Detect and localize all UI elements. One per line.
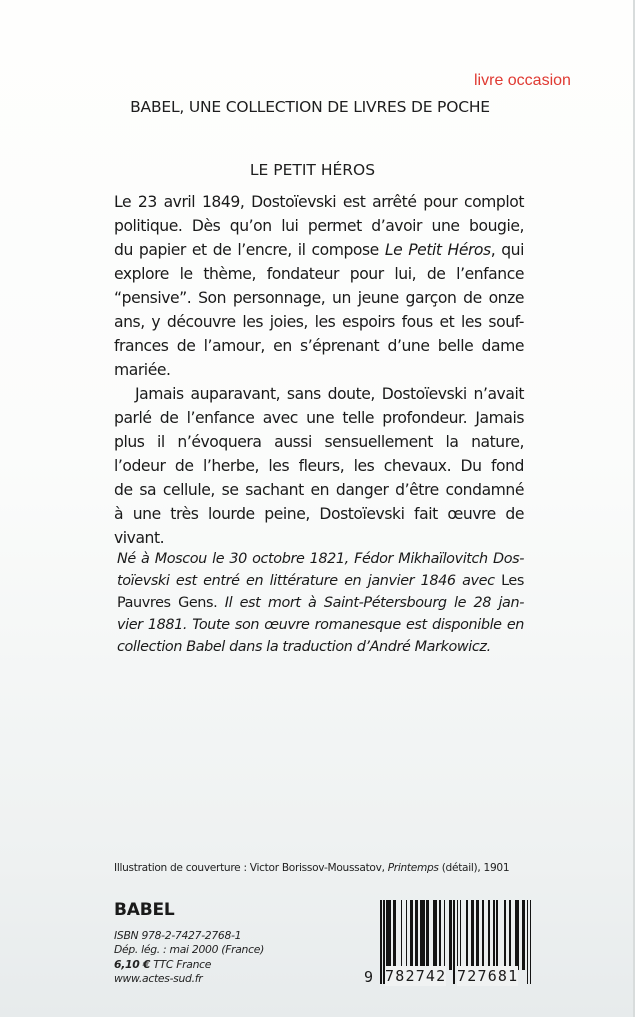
barcode-first-digit: 9 — [364, 968, 374, 986]
artwork-title: Printemps — [387, 862, 439, 874]
summary-line: frances de l’amour, en s’éprenant d’une belle dame — [114, 337, 524, 355]
summary-line: parlé de l’enfance avec une telle profondeur. Jamais — [114, 409, 524, 427]
summary-line: vivant. — [114, 529, 165, 547]
text-run: du papier et de l’encre, il compose — [114, 241, 385, 259]
summary-line: “pensive”. Son personnage, un jeune garçon de onze — [114, 289, 524, 307]
price-label: TTC France — [150, 957, 212, 971]
price-amount: 6,10 € — [114, 957, 151, 971]
summary-line: ans, y découvre les joies, les espoirs fous et les souf- — [114, 313, 524, 331]
summary-line: Le 23 avril 1849, Dostoïevski est arrêté pour complot — [114, 193, 524, 211]
bio-line — [117, 592, 524, 614]
collection-heading-text: BABEL, UNE COLLECTION DE LIVRES DE POCHE — [130, 98, 490, 116]
summary-line — [114, 238, 524, 262]
summary — [114, 190, 524, 550]
summary-line: à une très lourde peine, Dostoïevski fait œuvre de — [114, 505, 524, 523]
price — [114, 958, 264, 972]
book-title-italic: Le Petit Héros — [384, 241, 491, 259]
text-run: , qui — [490, 241, 524, 259]
summary-line: plus il n’évoquera aussi sensuellement la nature, — [114, 433, 524, 451]
barcode-bars — [380, 900, 531, 970]
author-bio — [117, 548, 524, 658]
collection-heading — [0, 98, 635, 116]
used-book-stamp: livre occasion — [474, 72, 571, 89]
summary-line: l’odeur de l’herbe, les fleurs, les chevaux. Du fond — [114, 457, 524, 475]
summary-line: de sa cellule, se sachant en danger d’être condamné — [114, 481, 524, 499]
imprint-info — [114, 929, 264, 986]
summary-line: politique. Dès qu’on lui permet d’avoir une bougie, — [114, 217, 524, 235]
book-title-text: LE PETIT HÉROS — [249, 161, 376, 179]
bio-line: vier 1881. Toute son œuvre romanesque est disponible en — [117, 617, 524, 633]
bio-line — [117, 570, 524, 592]
summary-line: explore le thème, fondateur pour lui, de l’enfance — [114, 265, 524, 283]
book-reference: Pauvres Gens. — [117, 595, 218, 611]
book-title — [0, 161, 635, 179]
legal-deposit: Dép. lég. : mai 2000 (France) — [114, 943, 264, 957]
summary-line: mariée. — [114, 361, 171, 379]
website: www.actes-sud.fr — [114, 971, 203, 985]
barcode-bar — [530, 900, 532, 984]
summary-line: Jamais auparavant, sans doute, Dostoïevski n’avait — [135, 385, 524, 403]
barcode-group-left: 782742 — [385, 967, 447, 985]
isbn: ISBN 978-2-7427-2768-1 — [114, 929, 242, 942]
text-run: Il est mort à Saint-Pétersbourg le 28 jan- — [217, 595, 524, 611]
text-run: Illustration de couverture : Victor Borissov-Moussatov, — [114, 862, 388, 874]
text-run: Les — [494, 573, 524, 589]
barcode-group-right: 727681 — [457, 967, 519, 985]
bio-line: collection Babel dans la traduction d’André Markowicz. — [117, 639, 491, 655]
text-run: (détail), 1901 — [438, 862, 510, 874]
publisher-logo: BABEL — [114, 900, 175, 920]
bio-line: Né à Moscou le 30 octobre 1821, Fédor Mikhaïlovitch Dos- — [117, 551, 524, 567]
cover-credit — [114, 862, 509, 874]
text-run: toïevski est entré en littérature en janvier 1846 avec — [117, 573, 495, 589]
